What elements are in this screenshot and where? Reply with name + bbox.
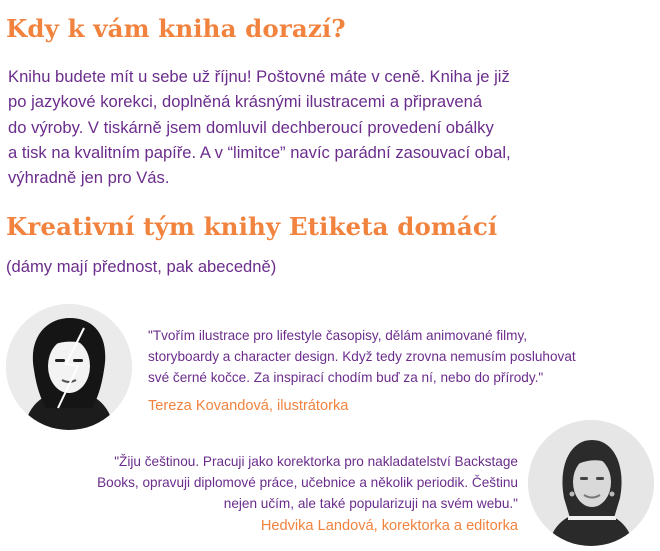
delivery-line: do výroby. V tiskárně jsem domluvil dechberoucí provedení obálky <box>8 117 494 137</box>
illustrator-name: Tereza Kovandová, ilustrátorka <box>148 398 349 414</box>
portrait-illustrator-photo <box>6 304 132 430</box>
quote-line: "Žiju češtinou. Pracuji jako korektorka pro nakladatelství Backstage <box>114 454 518 469</box>
quote-line: nejen učím, ale také popularizuji na svém webu." <box>223 495 518 511</box>
team-subtitle: (dámy mají přednost, pak abecedně) <box>6 257 277 276</box>
delivery-line: Knihu budete mít u sebe už říjnu! Poštovné máte v ceně. Kniha je již <box>8 67 510 86</box>
delivery-paragraph <box>8 64 628 190</box>
quote-line: "Tvořím ilustrace pro lifestyle časopisy, dělám animované filmy, <box>148 328 528 343</box>
delivery-heading: Kdy k vám kniha dorazí? <box>6 14 346 43</box>
quote-line: své černé kočce. Za inspirací chodím buď za ní, nebo do přírody." <box>148 369 544 385</box>
delivery-line: a tisk na kvalitním papíře. A v “limitce” navíc parádní zasouvací obal, <box>8 142 511 162</box>
quote-line: storyboardy a character design. Když tedy zrovna nemusím posluhovat <box>148 348 576 364</box>
illustrator-quote <box>148 326 576 388</box>
delivery-line: po jazykové korekci, doplněná krásnými ilustracemi a připravená <box>8 92 483 112</box>
team-heading: Kreativní tým knihy Etiketa domácí <box>6 212 498 241</box>
editor-quote <box>40 452 518 514</box>
portrait-editor-photo <box>528 420 654 546</box>
editor-name: Hedvika Landová, korektorka a editorka <box>260 518 518 534</box>
delivery-line: výhradně jen pro Vás. <box>8 168 170 188</box>
quote-line: Books, opravuji diplomové práce, učebnice a několik periodik. Češtinu <box>97 474 518 490</box>
